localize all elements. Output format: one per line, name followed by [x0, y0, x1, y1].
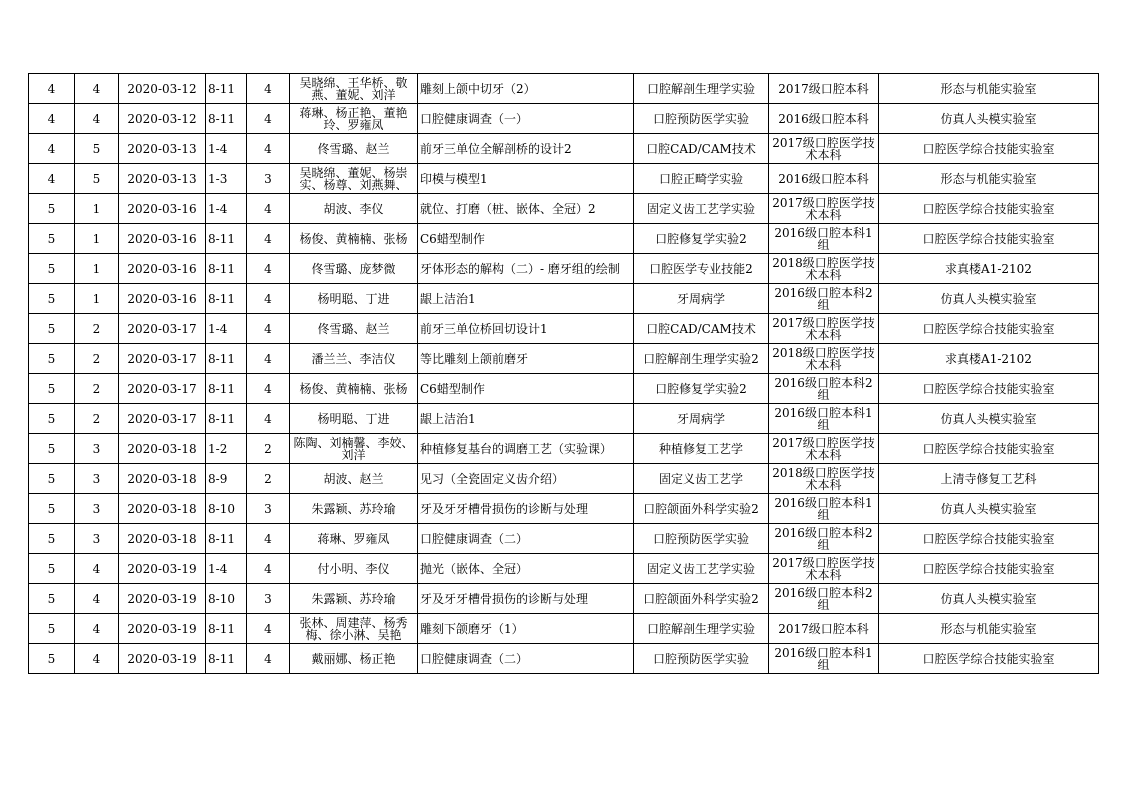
date-cell: 2020-03-13 — [119, 164, 206, 194]
room-cell: 口腔医学综合技能实验室 — [879, 314, 1099, 344]
hours-cell: 4 — [247, 524, 290, 554]
week-cell: 5 — [29, 434, 75, 464]
content-cell: 龈上洁治1 — [418, 284, 634, 314]
schedule-rows — [29, 74, 1099, 674]
table-row — [29, 194, 1099, 224]
date-cell: 2020-03-19 — [119, 614, 206, 644]
class-cell: 2016级口腔本科1组 — [769, 224, 879, 254]
weekday-cell: 4 — [75, 554, 119, 584]
table-row — [29, 164, 1099, 194]
course-cell: 口腔CAD/CAM技术 — [634, 134, 769, 164]
periods-cell: 8-11 — [206, 614, 247, 644]
week-cell: 5 — [29, 644, 75, 674]
hours-cell: 4 — [247, 644, 290, 674]
content-cell: 牙及牙牙槽骨损伤的诊断与处理 — [418, 494, 634, 524]
date-cell: 2020-03-16 — [119, 254, 206, 284]
week-cell: 5 — [29, 284, 75, 314]
teachers-cell: 胡波、李仪 — [290, 194, 418, 224]
weekday-cell: 5 — [75, 134, 119, 164]
content-cell: C6蜡型制作 — [418, 224, 634, 254]
week-cell: 4 — [29, 74, 75, 104]
weekday-cell: 1 — [75, 284, 119, 314]
week-cell: 5 — [29, 224, 75, 254]
weekday-cell: 4 — [75, 644, 119, 674]
periods-cell: 8-9 — [206, 464, 247, 494]
schedule-table — [28, 73, 1099, 674]
content-cell: C6蜡型制作 — [418, 374, 634, 404]
week-cell: 5 — [29, 344, 75, 374]
weekday-cell: 4 — [75, 614, 119, 644]
periods-cell: 8-11 — [206, 74, 247, 104]
class-cell: 2016级口腔本科1组 — [769, 494, 879, 524]
periods-cell: 8-11 — [206, 344, 247, 374]
hours-cell: 4 — [247, 614, 290, 644]
course-cell: 牙周病学 — [634, 404, 769, 434]
class-cell: 2016级口腔本科2组 — [769, 524, 879, 554]
weekday-cell: 4 — [75, 74, 119, 104]
room-cell: 形态与机能实验室 — [879, 614, 1099, 644]
room-cell: 仿真人头模实验室 — [879, 284, 1099, 314]
teachers-cell: 朱露颖、苏玲瑜 — [290, 584, 418, 614]
teachers-cell: 杨明聪、丁进 — [290, 284, 418, 314]
periods-cell: 1-3 — [206, 164, 247, 194]
date-cell: 2020-03-19 — [119, 584, 206, 614]
week-cell: 5 — [29, 494, 75, 524]
table-row — [29, 374, 1099, 404]
class-cell: 2017级口腔医学技术本科 — [769, 554, 879, 584]
weekday-cell: 1 — [75, 254, 119, 284]
room-cell: 口腔医学综合技能实验室 — [879, 374, 1099, 404]
weekday-cell: 1 — [75, 224, 119, 254]
room-cell: 口腔医学综合技能实验室 — [879, 554, 1099, 584]
content-cell: 雕刻下颌磨牙（1） — [418, 614, 634, 644]
teachers-cell: 杨俊、黄楠楠、张杨 — [290, 224, 418, 254]
periods-cell: 8-10 — [206, 584, 247, 614]
course-cell: 牙周病学 — [634, 284, 769, 314]
teachers-cell: 蒋琳、罗雍凤 — [290, 524, 418, 554]
room-cell: 求真楼A1-2102 — [879, 344, 1099, 374]
table-row — [29, 554, 1099, 584]
class-cell: 2017级口腔本科 — [769, 74, 879, 104]
class-cell: 2016级口腔本科1组 — [769, 644, 879, 674]
class-cell: 2016级口腔本科2组 — [769, 584, 879, 614]
course-cell: 口腔预防医学实验 — [634, 104, 769, 134]
periods-cell: 8-10 — [206, 494, 247, 524]
table-row — [29, 254, 1099, 284]
hours-cell: 4 — [247, 224, 290, 254]
date-cell: 2020-03-18 — [119, 494, 206, 524]
hours-cell: 3 — [247, 494, 290, 524]
hours-cell: 4 — [247, 284, 290, 314]
table-row — [29, 644, 1099, 674]
teachers-cell: 张林、周建萍、杨秀梅、徐小淋、吴艳 — [290, 614, 418, 644]
week-cell: 5 — [29, 584, 75, 614]
content-cell: 抛光（嵌体、全冠） — [418, 554, 634, 584]
weekday-cell: 4 — [75, 104, 119, 134]
hours-cell: 2 — [247, 434, 290, 464]
weekday-cell: 2 — [75, 344, 119, 374]
class-cell: 2017级口腔医学技术本科 — [769, 314, 879, 344]
hours-cell: 4 — [247, 254, 290, 284]
periods-cell: 8-11 — [206, 374, 247, 404]
periods-cell: 1-4 — [206, 314, 247, 344]
teachers-cell: 蒋琳、杨正艳、董艳玲、罗雍凤 — [290, 104, 418, 134]
hours-cell: 3 — [247, 584, 290, 614]
week-cell: 5 — [29, 374, 75, 404]
table-row — [29, 104, 1099, 134]
week-cell: 5 — [29, 404, 75, 434]
weekday-cell: 4 — [75, 584, 119, 614]
room-cell: 口腔医学综合技能实验室 — [879, 224, 1099, 254]
weekday-cell: 1 — [75, 194, 119, 224]
course-cell: 口腔预防医学实验 — [634, 524, 769, 554]
room-cell: 仿真人头模实验室 — [879, 584, 1099, 614]
room-cell: 仿真人头模实验室 — [879, 104, 1099, 134]
hours-cell: 4 — [247, 194, 290, 224]
week-cell: 5 — [29, 464, 75, 494]
table-row — [29, 314, 1099, 344]
table-row — [29, 404, 1099, 434]
course-cell: 口腔颌面外科学实验2 — [634, 494, 769, 524]
date-cell: 2020-03-12 — [119, 74, 206, 104]
date-cell: 2020-03-17 — [119, 404, 206, 434]
course-cell: 固定义齿工艺学实验 — [634, 554, 769, 584]
teachers-cell: 杨俊、黄楠楠、张杨 — [290, 374, 418, 404]
content-cell: 种植修复基台的调磨工艺（实验课） — [418, 434, 634, 464]
date-cell: 2020-03-18 — [119, 434, 206, 464]
content-cell: 印模与模型1 — [418, 164, 634, 194]
class-cell: 2017级口腔医学技术本科 — [769, 434, 879, 464]
course-cell: 固定义齿工艺学实验 — [634, 194, 769, 224]
hours-cell: 4 — [247, 374, 290, 404]
content-cell: 见习（全瓷固定义齿介绍） — [418, 464, 634, 494]
course-cell: 种植修复工艺学 — [634, 434, 769, 464]
content-cell: 口腔健康调查（一） — [418, 104, 634, 134]
course-cell: 口腔解剖生理学实验2 — [634, 344, 769, 374]
weekday-cell: 3 — [75, 434, 119, 464]
table-row — [29, 134, 1099, 164]
class-cell: 2016级口腔本科 — [769, 104, 879, 134]
course-cell: 口腔预防医学实验 — [634, 644, 769, 674]
class-cell: 2017级口腔医学技术本科 — [769, 194, 879, 224]
content-cell: 前牙三单位桥回切设计1 — [418, 314, 634, 344]
class-cell: 2016级口腔本科 — [769, 164, 879, 194]
class-cell: 2018级口腔医学技术本科 — [769, 464, 879, 494]
teachers-cell: 潘兰兰、李洁仪 — [290, 344, 418, 374]
teachers-cell: 佟雪璐、庞梦微 — [290, 254, 418, 284]
date-cell: 2020-03-19 — [119, 644, 206, 674]
week-cell: 5 — [29, 194, 75, 224]
room-cell: 形态与机能实验室 — [879, 164, 1099, 194]
teachers-cell: 陈陶、刘楠馨、李姣、刘洋 — [290, 434, 418, 464]
class-cell: 2018级口腔医学技术本科 — [769, 254, 879, 284]
hours-cell: 4 — [247, 314, 290, 344]
table-row — [29, 524, 1099, 554]
date-cell: 2020-03-12 — [119, 104, 206, 134]
teachers-cell: 付小明、李仪 — [290, 554, 418, 584]
room-cell: 仿真人头模实验室 — [879, 404, 1099, 434]
class-cell: 2016级口腔本科1组 — [769, 404, 879, 434]
teachers-cell: 佟雪璐、赵兰 — [290, 314, 418, 344]
table-row — [29, 434, 1099, 464]
room-cell: 口腔医学综合技能实验室 — [879, 434, 1099, 464]
teachers-cell: 吴晓绵、董妮、杨崇实、杨尊、刘燕舞、 — [290, 164, 418, 194]
periods-cell: 1-4 — [206, 134, 247, 164]
date-cell: 2020-03-19 — [119, 554, 206, 584]
teachers-cell: 吴晓绵、王华桥、敬燕、董妮、刘洋 — [290, 74, 418, 104]
course-cell: 口腔医学专业技能2 — [634, 254, 769, 284]
content-cell: 牙体形态的解构（二）- 磨牙组的绘制 — [418, 254, 634, 284]
hours-cell: 2 — [247, 464, 290, 494]
week-cell: 4 — [29, 134, 75, 164]
periods-cell: 8-11 — [206, 254, 247, 284]
course-cell: 口腔CAD/CAM技术 — [634, 314, 769, 344]
date-cell: 2020-03-16 — [119, 284, 206, 314]
date-cell: 2020-03-18 — [119, 464, 206, 494]
room-cell: 口腔医学综合技能实验室 — [879, 134, 1099, 164]
periods-cell: 8-11 — [206, 404, 247, 434]
class-cell: 2016级口腔本科2组 — [769, 284, 879, 314]
table-row — [29, 344, 1099, 374]
class-cell: 2017级口腔医学技术本科 — [769, 134, 879, 164]
date-cell: 2020-03-18 — [119, 524, 206, 554]
table-row — [29, 74, 1099, 104]
content-cell: 口腔健康调查（二） — [418, 644, 634, 674]
week-cell: 5 — [29, 254, 75, 284]
content-cell: 前牙三单位全解剖桥的设计2 — [418, 134, 634, 164]
week-cell: 5 — [29, 614, 75, 644]
weekday-cell: 5 — [75, 164, 119, 194]
week-cell: 4 — [29, 104, 75, 134]
weekday-cell: 3 — [75, 494, 119, 524]
periods-cell: 8-11 — [206, 644, 247, 674]
course-cell: 固定义齿工艺学 — [634, 464, 769, 494]
hours-cell: 4 — [247, 404, 290, 434]
hours-cell: 4 — [247, 554, 290, 584]
week-cell: 5 — [29, 554, 75, 584]
hours-cell: 4 — [247, 344, 290, 374]
course-cell: 口腔解剖生理学实验 — [634, 74, 769, 104]
room-cell: 上清寺修复工艺科 — [879, 464, 1099, 494]
date-cell: 2020-03-17 — [119, 344, 206, 374]
periods-cell: 8-11 — [206, 524, 247, 554]
hours-cell: 3 — [247, 164, 290, 194]
room-cell: 口腔医学综合技能实验室 — [879, 644, 1099, 674]
periods-cell: 8-11 — [206, 284, 247, 314]
week-cell: 5 — [29, 524, 75, 554]
date-cell: 2020-03-17 — [119, 314, 206, 344]
course-cell: 口腔修复学实验2 — [634, 224, 769, 254]
hours-cell: 4 — [247, 74, 290, 104]
table-row — [29, 284, 1099, 314]
table-row — [29, 614, 1099, 644]
content-cell: 龈上洁治1 — [418, 404, 634, 434]
periods-cell: 1-2 — [206, 434, 247, 464]
table-row — [29, 224, 1099, 254]
class-cell: 2017级口腔本科 — [769, 614, 879, 644]
teachers-cell: 胡波、赵兰 — [290, 464, 418, 494]
date-cell: 2020-03-13 — [119, 134, 206, 164]
room-cell: 口腔医学综合技能实验室 — [879, 194, 1099, 224]
table-row — [29, 584, 1099, 614]
content-cell: 牙及牙牙槽骨损伤的诊断与处理 — [418, 584, 634, 614]
table-row — [29, 464, 1099, 494]
class-cell: 2016级口腔本科2组 — [769, 374, 879, 404]
course-cell: 口腔修复学实验2 — [634, 374, 769, 404]
periods-cell: 8-11 — [206, 224, 247, 254]
room-cell: 求真楼A1-2102 — [879, 254, 1099, 284]
content-cell: 等比雕刻上颌前磨牙 — [418, 344, 634, 374]
teachers-cell: 戴丽娜、杨正艳 — [290, 644, 418, 674]
class-cell: 2018级口腔医学技术本科 — [769, 344, 879, 374]
room-cell: 口腔医学综合技能实验室 — [879, 524, 1099, 554]
teachers-cell: 杨明聪、丁进 — [290, 404, 418, 434]
content-cell: 口腔健康调查（二） — [418, 524, 634, 554]
table-row — [29, 494, 1099, 524]
date-cell: 2020-03-17 — [119, 374, 206, 404]
room-cell: 形态与机能实验室 — [879, 74, 1099, 104]
teachers-cell: 佟雪璐、赵兰 — [290, 134, 418, 164]
course-cell: 口腔颌面外科学实验2 — [634, 584, 769, 614]
content-cell: 就位、打磨（桩、嵌体、全冠）2 — [418, 194, 634, 224]
course-cell: 口腔正畸学实验 — [634, 164, 769, 194]
periods-cell: 1-4 — [206, 554, 247, 584]
room-cell: 仿真人头模实验室 — [879, 494, 1099, 524]
week-cell: 5 — [29, 314, 75, 344]
date-cell: 2020-03-16 — [119, 224, 206, 254]
hours-cell: 4 — [247, 104, 290, 134]
weekday-cell: 2 — [75, 374, 119, 404]
content-cell: 雕刻上颌中切牙（2） — [418, 74, 634, 104]
hours-cell: 4 — [247, 134, 290, 164]
weekday-cell: 3 — [75, 464, 119, 494]
weekday-cell: 3 — [75, 524, 119, 554]
periods-cell: 1-4 — [206, 194, 247, 224]
date-cell: 2020-03-16 — [119, 194, 206, 224]
teachers-cell: 朱露颖、苏玲瑜 — [290, 494, 418, 524]
weekday-cell: 2 — [75, 314, 119, 344]
weekday-cell: 2 — [75, 404, 119, 434]
periods-cell: 8-11 — [206, 104, 247, 134]
week-cell: 4 — [29, 164, 75, 194]
course-cell: 口腔解剖生理学实验 — [634, 614, 769, 644]
